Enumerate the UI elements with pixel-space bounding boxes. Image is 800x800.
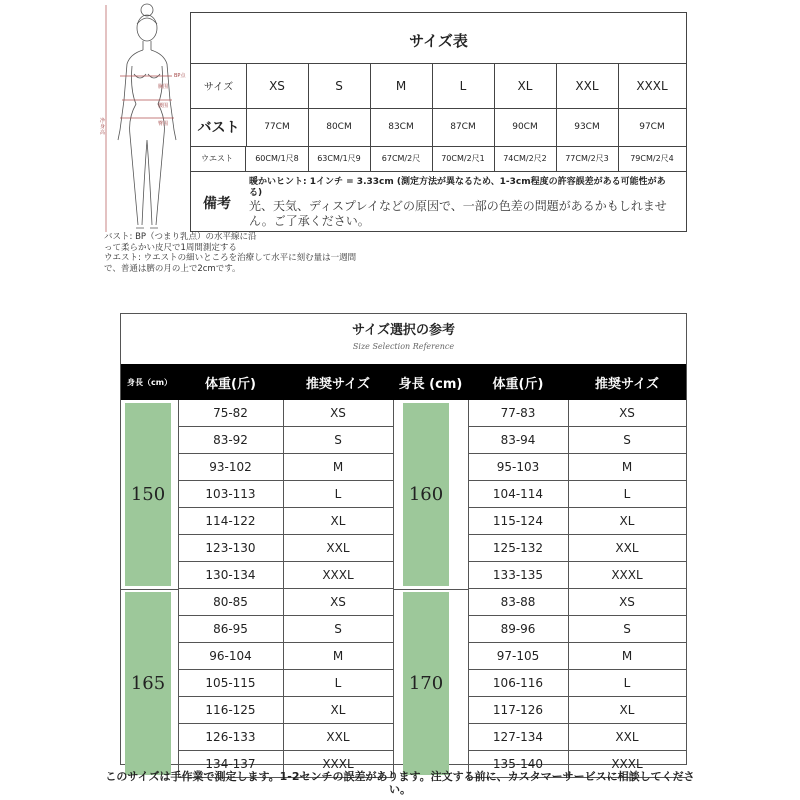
recommended-size-cell: XS — [568, 400, 686, 427]
waist-cell: 63CM/1尺9 — [308, 146, 371, 171]
header-height-left: 身長（cm） — [126, 377, 173, 387]
weight-range-cell: 126-133 — [178, 724, 283, 751]
bust-label: バスト — [191, 108, 247, 146]
recommended-size-cell: XL — [568, 697, 686, 724]
size-table-title: サイズ表 — [191, 13, 686, 64]
recommended-size-cell: XXL — [568, 724, 686, 751]
weight-range-cell: 133-135 — [468, 562, 568, 589]
weight-range-cell: 114-122 — [178, 508, 283, 535]
waist-cell: 70CM/2尺1 — [432, 146, 495, 171]
weight-range-cell: 123-130 — [178, 535, 283, 562]
weight-range-cell: 125-132 — [468, 535, 568, 562]
weight-range-cell: 75-82 — [178, 400, 283, 427]
recommended-size-cell: S — [283, 427, 393, 454]
size-header-label: サイズ — [191, 63, 247, 108]
height-line-label: 净身高 — [100, 118, 106, 136]
group-divider — [393, 589, 468, 590]
weight-range-cell: 105-115 — [178, 670, 283, 697]
weight-range-cell: 135-140 — [468, 751, 568, 778]
header-size-left: 推奨サイズ — [306, 376, 370, 392]
recommended-size-cell: XS — [283, 400, 393, 427]
recommended-size-cell: S — [283, 616, 393, 643]
weight-range-cell: 127-134 — [468, 724, 568, 751]
size-selection-reference — [120, 313, 687, 771]
recommended-size-cell: XXXL — [283, 562, 393, 589]
bust-cell: 83CM — [370, 108, 433, 146]
recommended-size-cell: L — [568, 670, 686, 697]
bust-row — [191, 108, 686, 147]
weight-range-cell: 97-105 — [468, 643, 568, 670]
bust-cell: 87CM — [432, 108, 495, 146]
recommended-size-cell: XS — [568, 589, 686, 616]
bust-line-label: 胸围 — [158, 84, 169, 90]
footer-note: このサイズは手作業で測定します。1-2センチの誤差があります。注文する前に、カスタマーサービスに相談してください。 — [105, 770, 695, 796]
recommended-size-cell: S — [568, 427, 686, 454]
measurement-notes: バスト: BP（つまり乳点）の水平線に沿 って柔らかい皮尺で1周間測定する ウエスト: ウエストの細いところを治療して水平に刻む量は一週間 で、普通は臍の月の上で2cmです。 — [104, 232, 357, 274]
weight-range-cell: 134-137 — [178, 751, 283, 778]
recommended-size-cell: M — [283, 643, 393, 670]
grid-divider — [283, 400, 284, 778]
notes-section — [191, 171, 686, 231]
recommended-size-cell: XL — [283, 697, 393, 724]
height-group-165: 165 — [125, 592, 171, 775]
waist-cell: 74CM/2尺2 — [494, 146, 557, 171]
recommended-size-cell: XXXL — [568, 562, 686, 589]
group-divider — [121, 589, 178, 590]
weight-range-cell: 93-102 — [178, 454, 283, 481]
hip-line-label: 臀围 — [158, 121, 169, 127]
weight-range-cell: 96-104 — [178, 643, 283, 670]
color-disclaimer: 光、天気、ディスプレイなどの原因で、一部の色差の問題があるかもしれません。ご了承ください。 — [249, 199, 667, 228]
bust-cell: 90CM — [494, 108, 557, 146]
reference-title: サイズ選択の参考 — [352, 323, 455, 338]
size-cell: L — [432, 63, 495, 108]
body-measurement-figure — [100, 0, 195, 240]
waist-line-label: 腰围 — [158, 103, 169, 109]
weight-range-cell: 130-134 — [178, 562, 283, 589]
waist-row — [191, 146, 686, 172]
bust-cell: 93CM — [556, 108, 619, 146]
waist-label: ウエスト — [191, 146, 246, 171]
bust-cell: 80CM — [308, 108, 371, 146]
recommended-size-cell: XL — [283, 508, 393, 535]
recommended-size-cell: XXXL — [283, 751, 393, 778]
grid-divider — [178, 400, 179, 778]
recommended-size-cell: XXL — [283, 535, 393, 562]
weight-range-cell: 89-96 — [468, 616, 568, 643]
header-weight-right: 体重(斤) — [492, 376, 544, 392]
notes-label: 備考 — [203, 196, 231, 212]
recommended-size-cell: XXL — [568, 535, 686, 562]
size-header-row — [191, 63, 686, 109]
recommended-size-cell: L — [283, 481, 393, 508]
weight-range-cell: 83-94 — [468, 427, 568, 454]
height-group-170: 170 — [403, 592, 449, 775]
weight-range-cell: 116-125 — [178, 697, 283, 724]
recommended-size-cell: M — [568, 454, 686, 481]
recommended-size-cell: S — [568, 616, 686, 643]
size-cell: S — [308, 63, 371, 108]
woman-figure-illustration — [100, 0, 195, 240]
grid-divider — [568, 400, 569, 778]
size-table — [190, 12, 687, 232]
bust-cell: 77CM — [246, 108, 309, 146]
height-group-150: 150 — [125, 403, 171, 586]
weight-range-cell: 115-124 — [468, 508, 568, 535]
recommended-size-cell: XS — [283, 589, 393, 616]
weight-range-cell: 83-92 — [178, 427, 283, 454]
weight-range-cell: 106-116 — [468, 670, 568, 697]
waist-cell: 77CM/2尺3 — [556, 146, 619, 171]
size-cell: XS — [246, 63, 309, 108]
grid-divider — [468, 400, 469, 778]
recommended-size-cell: M — [283, 454, 393, 481]
header-size-right: 推奨サイズ — [595, 376, 659, 392]
size-cell: XXL — [556, 63, 619, 108]
measurement-hint: 暖かいヒント: 1インチ = 3.33cm (測定方法が異なるため、1-3cm程度の許容誤差がある可能性がある) — [249, 177, 666, 198]
size-cell: XXXL — [636, 78, 668, 93]
weight-range-cell: 103-113 — [178, 481, 283, 508]
size-cell: M — [370, 63, 433, 108]
reference-subtitle: Size Selection Reference — [352, 342, 455, 351]
waist-cell: 67CM/2尺 — [370, 146, 433, 171]
recommended-size-cell: XXXL — [568, 751, 686, 778]
size-cell: XL — [494, 63, 557, 108]
bust-cell: 97CM — [639, 122, 665, 132]
weight-range-cell: 95-103 — [468, 454, 568, 481]
header-height-right: 身長 (cm) — [398, 376, 463, 392]
weight-range-cell: 117-126 — [468, 697, 568, 724]
bp-point-label: BP点 — [174, 73, 186, 79]
recommended-size-cell: XL — [568, 508, 686, 535]
weight-range-cell: 80-85 — [178, 589, 283, 616]
weight-range-cell: 83-88 — [468, 589, 568, 616]
recommended-size-cell: M — [568, 643, 686, 670]
reference-header-row — [121, 364, 686, 400]
header-weight-left: 体重(斤) — [205, 376, 256, 392]
recommended-size-cell: L — [568, 481, 686, 508]
weight-range-cell: 86-95 — [178, 616, 283, 643]
weight-range-cell: 104-114 — [468, 481, 568, 508]
recommended-size-cell: XXL — [283, 724, 393, 751]
waist-cell: 60CM/1尺8 — [246, 146, 309, 171]
weight-range-cell: 77-83 — [468, 400, 568, 427]
recommended-size-cell: L — [283, 670, 393, 697]
waist-cell: 79CM/2尺4 — [630, 154, 674, 163]
height-group-160: 160 — [403, 403, 449, 586]
